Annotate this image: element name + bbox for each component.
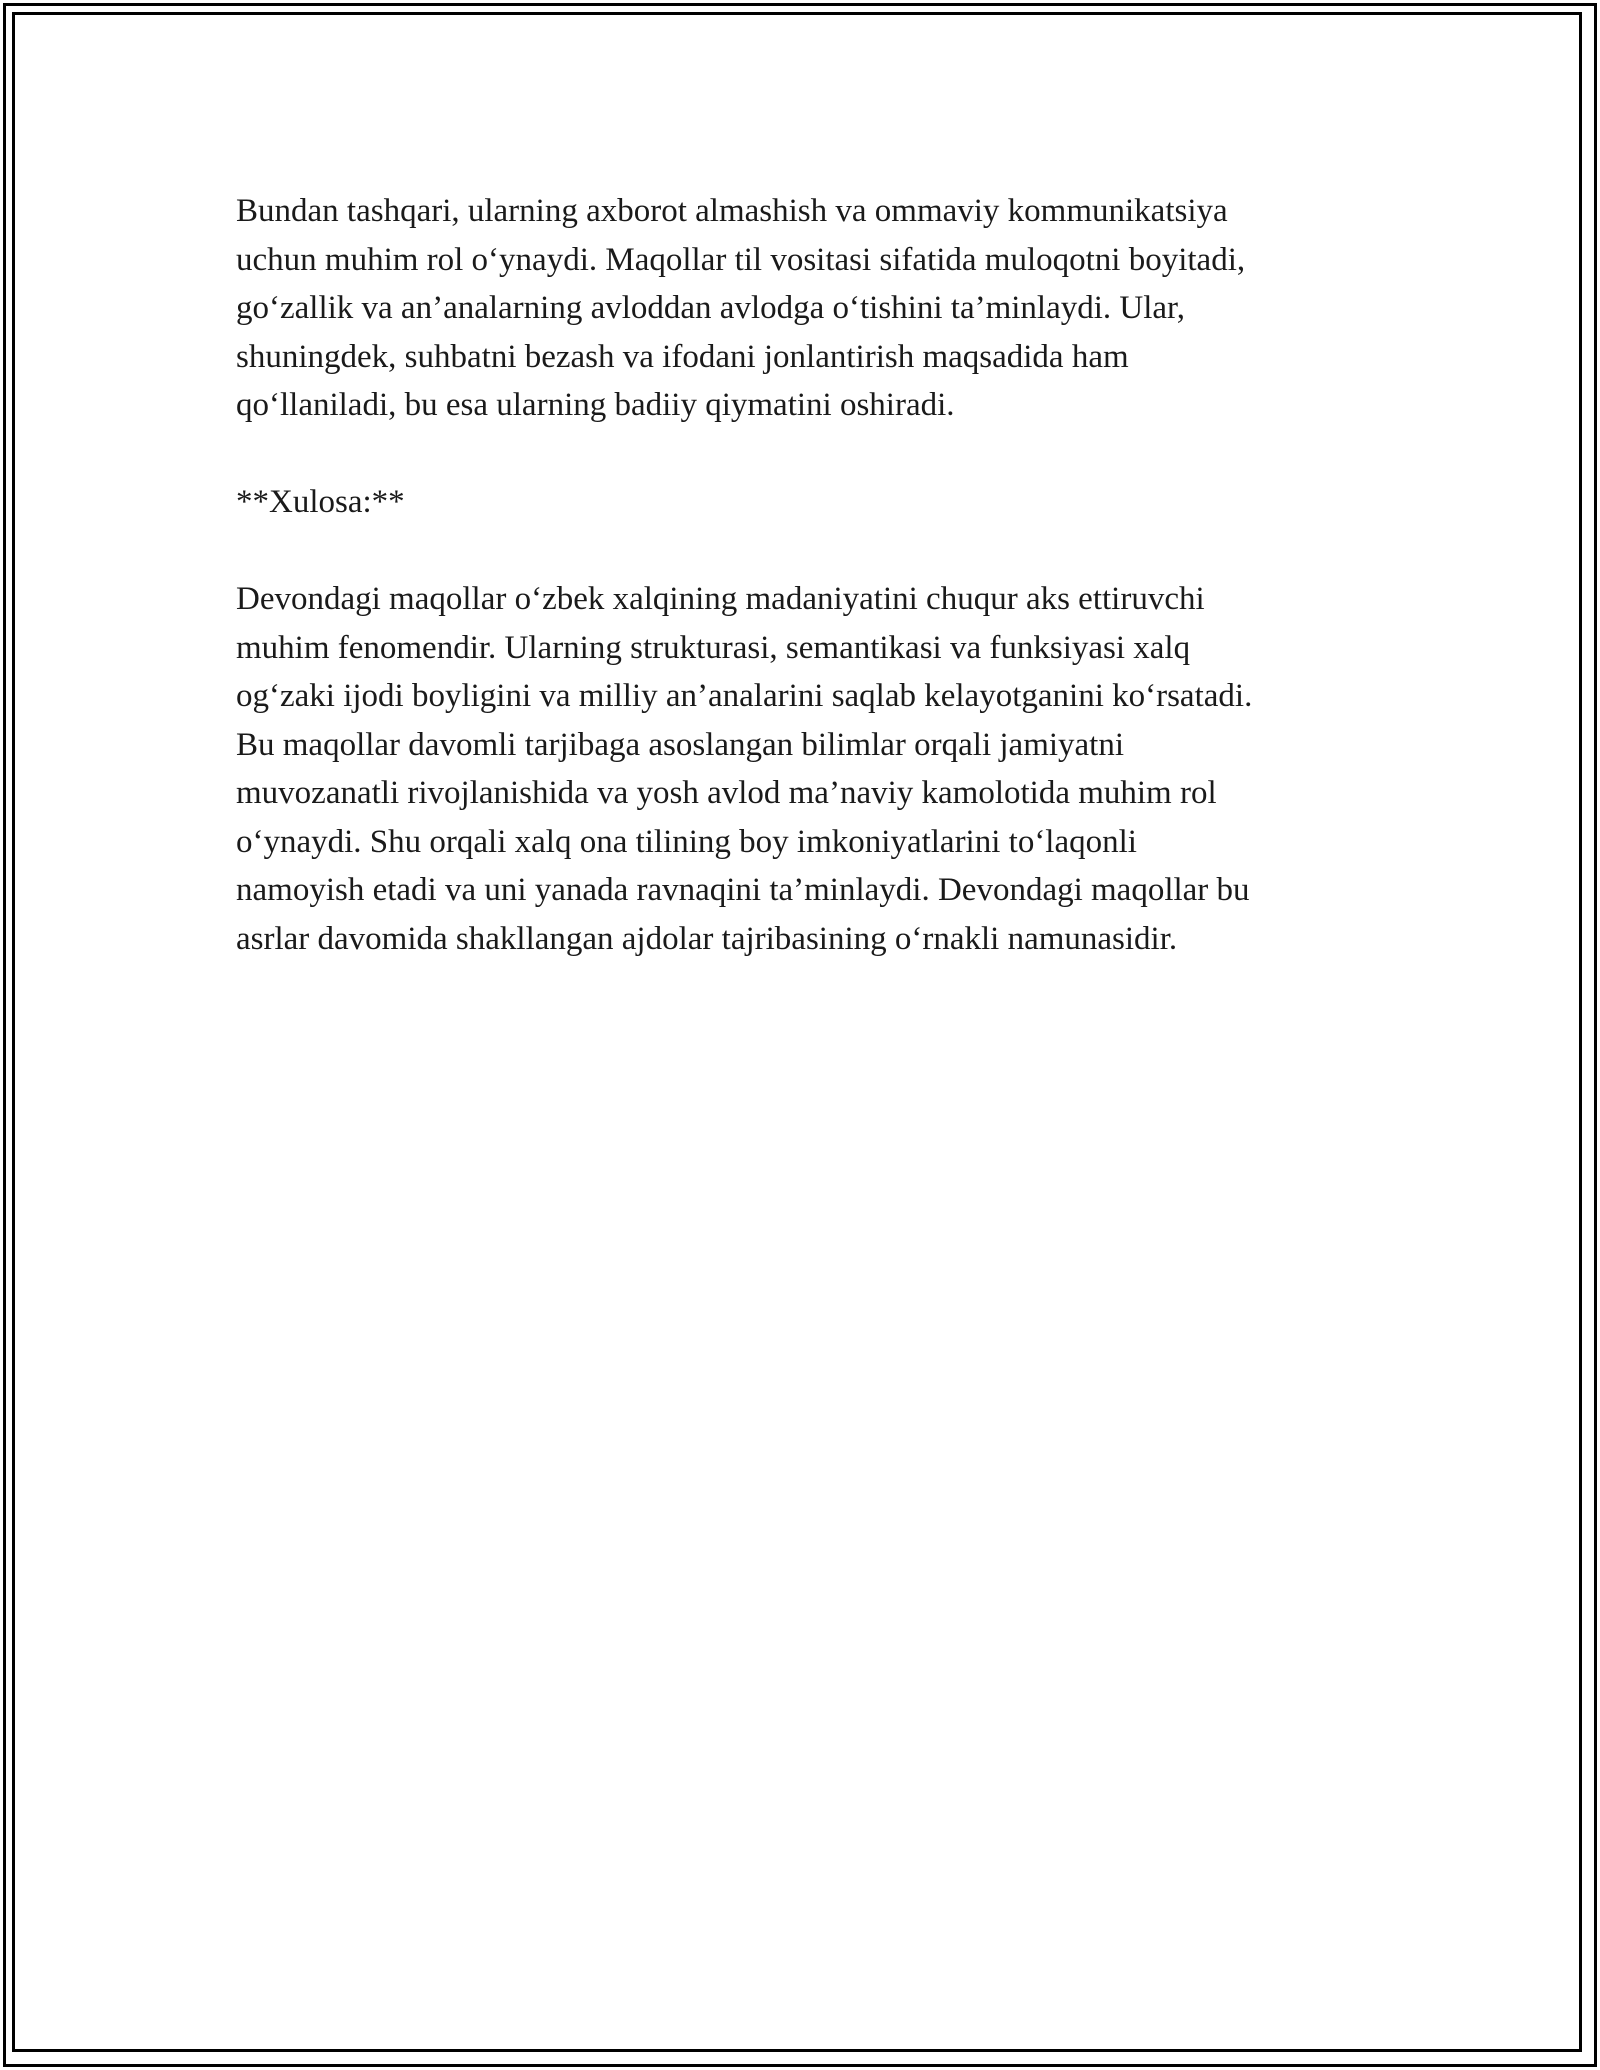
- document-body: [236, 187, 1376, 1012]
- section-heading-xulosa: **Xulosa:**: [236, 484, 405, 520]
- paragraph-intro: Bundan tashqari, ularning axborot almashish va ommaviy kommunikatsiya uchun muhim rol o‘ynaydi. Maqollar til vositasi sifatida muloqotni boyitadi, go‘zallik va an’analarning avloddan avlodga o‘tishini ta’minlaydi. Ular, shuningdek, suhbatni bezash va ifodani jonlantirish maqsadida ham qo‘llaniladi, bu esa ularning badiiy qiymatini oshiradi.: [236, 193, 1246, 423]
- paragraph-conclusion: Devondagi maqollar o‘zbek xalqining madaniyatini chuqur aks ettiruvchi muhim fenomendir. Ularning strukturasi, semantikasi va funksiyasi xalq og‘zaki ijodi boyligini va milliy an’analarini saqlab kelayotganini ko‘rsatadi. Bu maqollar davomli tarjibaga asoslangan bilimlar orqali jamiyatni muvozanatli rivojlanishida va yosh avlod ma’naviy kamolotida muhim rol o‘ynaydi. Shu orqali xalq ona tilining boy imkoniyatlarini to‘laqonli namoyish etadi va uni yanada ravnaqini ta’minlaydi. Devondagi maqollar bu asrlar davomida shakllangan ajdolar tajribasining o‘rnakli namunasidir.: [236, 581, 1253, 957]
